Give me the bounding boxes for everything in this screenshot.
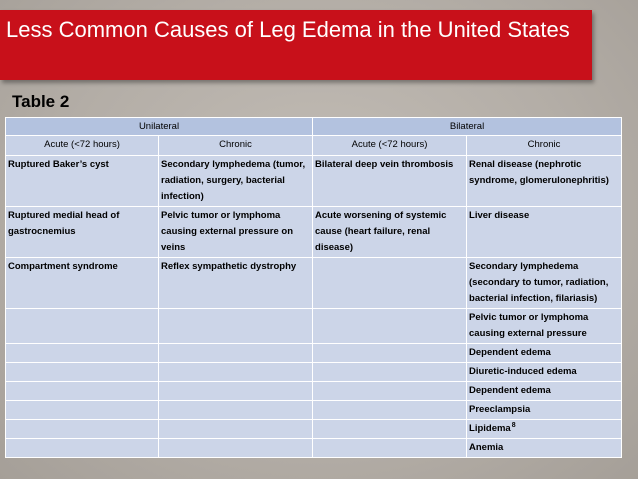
table-cell: Pelvic tumor or lymphoma causing external pressure on veins: [159, 207, 313, 258]
table-cell: [313, 401, 467, 420]
footnote-marker: 8: [511, 421, 516, 429]
table-row: [6, 439, 622, 458]
table-cell: Ruptured medial head of gastrocnemius: [6, 207, 159, 258]
group-header-bilateral: Bilateral: [313, 118, 622, 136]
table-cell: [6, 382, 159, 401]
table-row: [6, 401, 622, 420]
table-cell: Acute worsening of systemic cause (heart failure, renal disease): [313, 207, 467, 258]
table-cell: [313, 309, 467, 344]
column-header-unilateral-acute: Acute (<72 hours): [6, 136, 159, 156]
table-cell: Anemia: [467, 439, 622, 458]
edema-causes-table: [5, 117, 622, 458]
table-cell: Preeclampsia: [467, 401, 622, 420]
table-row: [6, 258, 622, 309]
table-row: [6, 420, 622, 439]
table-cell: [6, 439, 159, 458]
group-header-unilateral: Unilateral: [6, 118, 313, 136]
table-cell: Dependent edema: [467, 382, 622, 401]
table-cell: [159, 439, 313, 458]
table-cell: Bilateral deep vein thrombosis: [313, 156, 467, 207]
table-cell: [159, 382, 313, 401]
table-cell: [159, 401, 313, 420]
table-cell: [159, 309, 313, 344]
table-row: [6, 156, 622, 207]
table-cell: [159, 344, 313, 363]
table-cell: Liver disease: [467, 207, 622, 258]
table-cell: Diuretic-induced edema: [467, 363, 622, 382]
table-cell: [6, 344, 159, 363]
table-cell: [6, 401, 159, 420]
table-row: [6, 382, 622, 401]
table-row: [6, 344, 622, 363]
table-cell: [6, 420, 159, 439]
table-cell: [313, 344, 467, 363]
column-header-bilateral-acute: Acute (<72 hours): [313, 136, 467, 156]
table-cell: [313, 363, 467, 382]
table-cell: [6, 309, 159, 344]
table-cell: Ruptured Baker’s cyst: [6, 156, 159, 207]
table-cell: [159, 420, 313, 439]
slide-title: Less Common Causes of Leg Edema in the United States: [0, 10, 592, 80]
table-label: Table 2: [12, 92, 70, 111]
table-cell: [313, 258, 467, 309]
column-header-bilateral-chronic: Chronic: [467, 136, 622, 156]
table-cell-text: Lipidema: [469, 423, 511, 434]
table-row: [6, 309, 622, 344]
table-row: [6, 207, 622, 258]
table-cell: [467, 420, 622, 439]
table-cell: [313, 420, 467, 439]
table-row: [6, 363, 622, 382]
table-cell: Reflex sympathetic dystrophy: [159, 258, 313, 309]
table-cell: [313, 382, 467, 401]
table-cell: Secondary lymphedema (tumor, radiation, surgery, bacterial infection): [159, 156, 313, 207]
column-header-unilateral-chronic: Chronic: [159, 136, 313, 156]
table-cell: Dependent edema: [467, 344, 622, 363]
table-cell: [313, 439, 467, 458]
table-cell: [159, 363, 313, 382]
table-cell: Renal disease (nephrotic syndrome, glomerulonephritis): [467, 156, 622, 207]
table-cell: Compartment syndrome: [6, 258, 159, 309]
table-cell: Pelvic tumor or lymphoma causing external pressure: [467, 309, 622, 344]
table-cell: Secondary lymphedema (secondary to tumor, radiation, bacterial infection, filariasis): [467, 258, 622, 309]
table-cell: [6, 363, 159, 382]
